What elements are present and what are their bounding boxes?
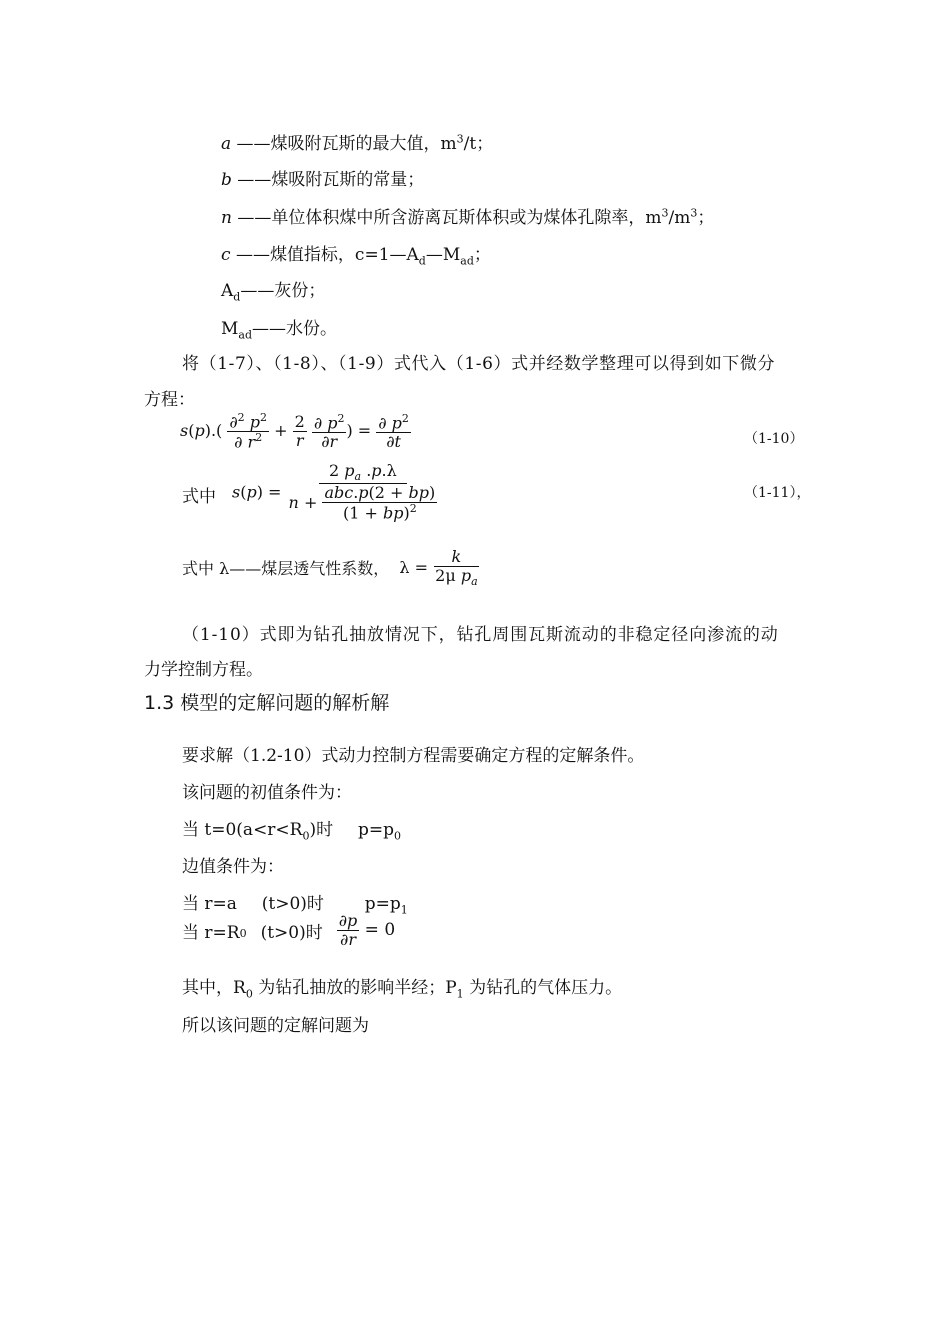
def-c [221,240,491,267]
sub: ad [238,328,253,342]
sub: 1 [400,903,408,917]
body-line-7 [182,973,622,1000]
def-tail: ； [473,245,491,265]
unit-sup: 3 [690,206,698,220]
def-b [221,165,424,190]
sub: d [233,290,241,304]
body-line-4: 边值条件为： [182,857,284,877]
text: 为钻孔抽放的影响半经；P [258,978,457,998]
text: 为钻孔的气体压力。 [469,978,623,998]
equation-label-1-11: （1-11）， [744,485,811,501]
def-dash: —— [237,170,272,190]
unit-sup: 3 [456,132,464,146]
lambda-prefix: 式中 λ——煤层透气性系数， [182,559,390,579]
def-dash: —— [237,208,272,228]
def-dash: —— [240,281,275,301]
paragraph-2-line-1: （1-10）式即为钻孔抽放情况下，钻孔周围瓦斯流动的非稳定径向渗流的动 [182,625,779,645]
def-dash: —— [236,134,271,154]
def-text: 灰份； [274,281,326,301]
def-text: 单位体积煤中所含游离瓦斯体积或为煤体孔隙率，m [271,208,662,228]
cond-value: = 0 [364,920,396,941]
def-ad [221,276,325,303]
cond-text: (t>0)时 [261,894,324,914]
paragraph-2-line-2: 力学控制方程。 [144,660,263,680]
def-symbol: A [221,281,234,301]
frac-s-p: 2 $p_a$ .p.λ n + $\frac{\text{abc.p(2 + bp)}}{(1 + bp)^2}$ [288,461,436,523]
def-symbol: n [221,208,232,228]
def-mad [221,314,337,341]
cond-text: )时 [309,820,334,840]
text: 其中，R [182,978,246,998]
equation-1-11-prefix: 式中 [182,487,216,507]
section-heading: 1.3 模型的定解问题的解析解 [144,692,390,714]
body-line-2: 该问题的初值条件为： [182,783,352,803]
frac-dp2-dr: $\frac{\partial p^2}{\partial r}$ [313,411,345,451]
def-mid: —M [425,245,461,265]
def-symbol: c [221,245,231,265]
def-n [221,203,714,228]
sub: 0 [245,987,253,1001]
unit-mid: /m [668,208,691,228]
paragraph-1-line-2: 方程： [144,390,195,410]
frac-abc: $\frac{\text{abc.p(2 + bp)}}{(1 + bp)^2}$ [324,483,436,523]
initial-condition [182,815,401,842]
def-symbol: a [221,134,232,154]
lambda-eq: λ = [399,558,429,578]
paragraph-1-line-1: 将（1-7）、（1-8）、（1-9）式代入（1-6）式并经数学整理可以得到如下微分 [182,354,776,374]
unit-sup: 3 [661,206,669,220]
def-symbol: M [221,319,239,339]
sub: 0 [239,927,247,941]
def-dash: —— [235,245,270,265]
frac-dp-dr: $\frac{\partial p}{\partial r}$ [338,911,358,949]
equation-label-1-10: （1-10） [744,431,804,447]
def-a [221,129,493,154]
lambda-line [182,548,480,588]
sub: 0 [393,829,401,843]
body-line-8: 所以该问题的定解问题为 [182,1016,369,1036]
equation-1-11: s(p) = 2 $p_a$ .p.λ n + $\frac{\text{abc.p(2 + bp)}}{(1 + bp)^2}$ [232,462,439,522]
def-text: 煤吸附瓦斯的最大值，m [270,134,457,154]
frac-2-r: $\frac{2}{r}$ [294,412,305,450]
cond-text: 当 t=0(a<r<R [182,820,303,840]
sub: 0 [302,829,310,843]
cond-value: p=p [364,894,401,914]
def-dash: —— [252,319,287,339]
equation-1-10: s(p).( $\frac{\partial^2 p^2}{\partial r^2}$ + $\frac{2}{r}$ $\frac{\partial p^2}{\partial r}$ ) = $\frac{\partial p^2}{\partial t}$ [180,411,409,452]
def-text: 水份。 [286,319,338,339]
frac-lambda: $\frac{k}{2\mu p_a}$ [435,547,478,588]
sub: 1 [456,987,464,1001]
frac-dp2-dt: $\frac{\partial p^2}{\partial t}$ [378,411,409,451]
cond-text: 当 r=a [182,894,237,914]
sub: ad [460,254,474,268]
body-line-1: 要求解（1.2-10）式动力控制方程需要确定方程的定解条件。 [182,746,645,766]
boundary-condition-2 [182,912,395,948]
def-symbol: b [221,170,232,190]
cond-text: 当 r=R [182,922,240,943]
def-text: 煤吸附瓦斯的常量； [271,170,425,190]
cond-text: (t>0)时 [260,922,323,943]
unit-tail: ； [697,208,715,228]
frac-d2p2-dr2: $\frac{\partial^2 p^2}{\partial r^2}$ [229,411,267,452]
sub: d [418,254,426,268]
def-text: 煤值指标，c=1—A [269,245,419,265]
cond-value: p=p [357,820,394,840]
unit-tail: /t； [463,134,494,154]
